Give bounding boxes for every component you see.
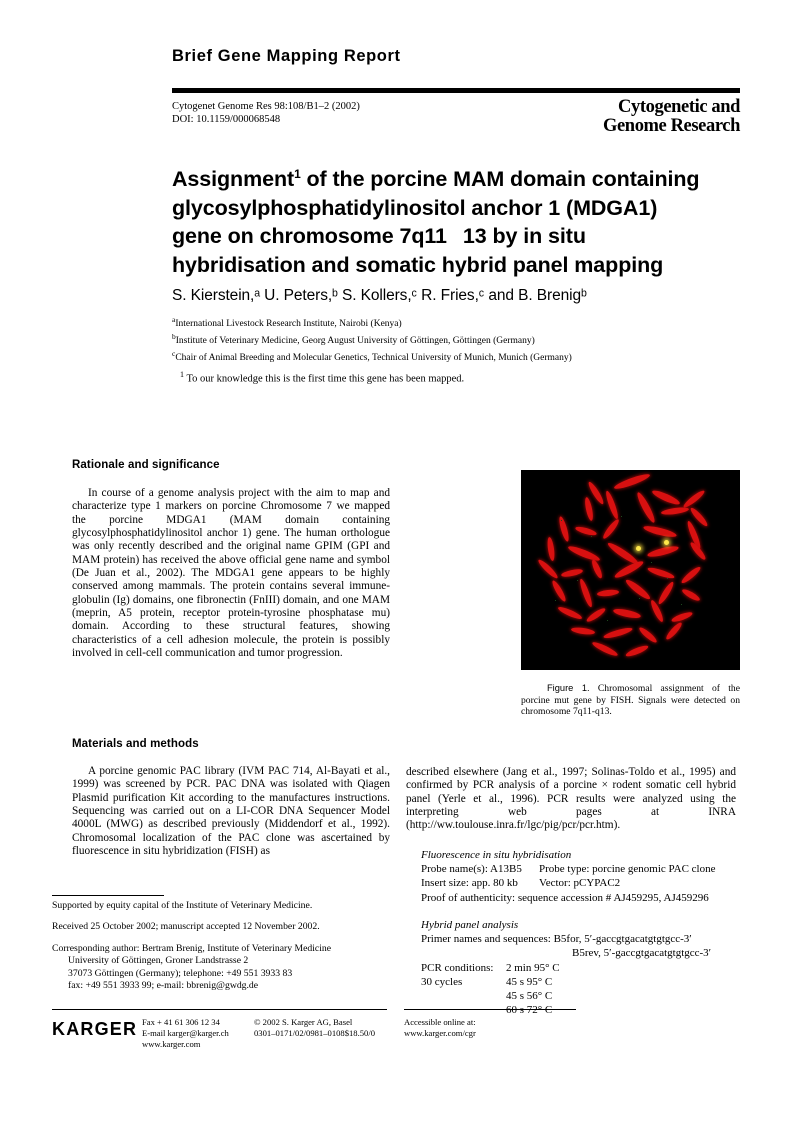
page-title: [172, 160, 740, 279]
probe-type: Probe type: porcine genomic PAC clone: [539, 863, 716, 876]
copyright-block: [254, 1017, 375, 1039]
author-list: S. Kierstein,ᵃ U. Peters,ᵇ S. Kollers,ᶜ R. Fries,ᶜ and B. Brenigᵇ: [172, 287, 587, 304]
title-line-1-part-a: Assignment: [172, 167, 295, 192]
journal-citation-block: [172, 100, 360, 126]
masthead-line-2: Genome Research: [603, 116, 740, 136]
cycle-step-2-row: [421, 989, 741, 1003]
figure-1-caption: [521, 683, 740, 718]
header-divider-rule: [172, 88, 740, 93]
materials-body-right: described elsewhere (Jang et al., 1997; Solinas-Toldo et al., 1995) and confirmed by PCR analysis of a porcine × rodent somatic cell hybrid panel (Yerle et al., 1996). PCR results were analyzed using the interpreting web pages at INRA (http://ww.toulouse.inra.fr/lgc/pig/pcr/pcr.htm).: [406, 766, 736, 832]
fish-insert-row: [421, 876, 741, 890]
figure-number: Figure 1.: [547, 683, 590, 693]
materials-section: [72, 738, 390, 858]
rationale-heading: Rationale and significance: [72, 459, 220, 471]
publisher-website[interactable]: www.karger.com: [142, 1038, 201, 1049]
fish-details-heading: Fluorescence in situ hybridisation: [421, 849, 572, 861]
title-footnote: [180, 370, 740, 385]
pcr-conditions-row: [421, 961, 741, 975]
rationale-section: [72, 459, 390, 660]
corresponding-line-3: 37073 Göttingen (Germany); telephone: +49 551 3933 83: [68, 967, 293, 979]
title-line-2: glycosylphosphatidylinositol anchor 1 (MDGA1): [172, 195, 658, 220]
title-footnote-number: 1: [180, 370, 184, 379]
materials-heading: Materials and methods: [72, 738, 199, 750]
figure-caption-text: Chromosomal assignment of the porcine mut gene by FISH. Signals were detected on chromosome 7q11-q13.: [521, 683, 740, 718]
masthead-line-1: Cytogenetic and: [618, 97, 740, 117]
issn-code: 0301–0171/02/0981–0108$18.50/0: [254, 1027, 376, 1038]
title-footnote-marker: 1: [294, 167, 301, 181]
affiliation-c-text: Chair of Animal Breeding and Molecular Genetics, Technical University of Munich, Munich (Germany): [175, 352, 572, 363]
page-footnotes: [52, 900, 382, 1001]
affiliation-c: [172, 348, 740, 365]
title-line-3-part-b: 13 by in situ: [462, 224, 586, 249]
footnote-divider-rule: [52, 895, 164, 896]
publisher-fax: Fax + 41 61 306 12 34: [142, 1017, 220, 1027]
report-type-label: Brief Gene Mapping Report: [172, 47, 401, 65]
copyright-text: © 2002 S. Karger AG, Basel: [254, 1017, 353, 1027]
title-footnote-text: To our knowledge this is the first time this gene has been mapped.: [186, 373, 465, 385]
primer-reverse: B5rev, 5′-gaccgtgacatgtgtgcc-3′: [572, 947, 712, 960]
pcr-conditions-value: 2 min 95° C: [506, 961, 560, 974]
online-access-label: Accessible online at:: [404, 1017, 476, 1027]
fish-details-block: [421, 848, 741, 905]
journal-doi: DOI: 10.1159/000068548: [172, 114, 281, 125]
rationale-body: In course of a genome analysis project with the aim to map and characterize type 1 markers on porcine Chromosome 7 we mapped the porcine MDGA1 (MAM domain containing glycosylphosphatidylinositol anchor 1) gene. The human orthologue was only recently described and the original name GPIM (GPI and MAM protein) has received the above official gene name and symbol (De Juan et al., 2002). The MDGA1 gene appears to be highly conserved among mammals. The protein contains several immune-globulin (Ig) domains, one fibronectin (FnIII) domain, and one MAM (meprin, A5 protein, receptor protein-tyrosine phosphatase mu) domain. According to these structural features, showing characteristics of a cell adhesion molecule, the protein is possibly involved in cell-cell communication and tumor progression.: [72, 487, 390, 660]
affiliation-marker-a: a: [172, 315, 176, 324]
online-access-url[interactable]: www.karger.com/cgr: [404, 1027, 476, 1038]
affiliation-a: [172, 314, 740, 331]
footer-divider-right: [404, 1009, 576, 1010]
affiliation-b: [172, 331, 740, 348]
footer-divider-left: [52, 1009, 387, 1010]
hybrid-panel-block: [421, 918, 741, 1017]
karger-logo: KARGER: [52, 1019, 138, 1039]
affiliation-a-text: International Livestock Research Institute, Nairobi (Kenya): [175, 319, 402, 330]
title-line-4: hybridisation and somatic hybrid panel mapping: [172, 252, 664, 277]
fish-signal-dot-1: [636, 546, 641, 551]
title-line-1-part-b: of the porcine MAM domain containing: [300, 167, 700, 192]
cycle-step-2: 45 s 56° C: [506, 990, 553, 1003]
journal-masthead: [603, 98, 740, 136]
cycles-label: 30 cycles: [421, 975, 463, 988]
figure-1: [521, 470, 740, 670]
insert-size: Insert size: app. 80 kb: [421, 877, 518, 890]
probe-name: Probe name(s): A13B5: [421, 863, 522, 876]
journal-citation: Cytogenet Genome Res 98:108/B1–2 (2002): [172, 101, 360, 112]
fish-authenticity: Proof of authenticity: sequence accession # AJ459295, AJ459296: [421, 891, 709, 904]
footnote-received: Received 25 October 2002; manuscript accepted 12 November 2002.: [52, 921, 320, 933]
vector: Vector: pCYPAC2: [539, 877, 621, 890]
primer-row-2: [421, 946, 741, 960]
title-line-3-part-a: gene on chromosome 7q11: [172, 224, 447, 249]
corresponding-line-2: University of Göttingen, Groner Landstrasse 2: [68, 955, 249, 967]
affiliation-list: [172, 314, 740, 364]
primer-row-1: Primer names and sequences: B5for, 5′-gaccgtgacatgtgtgcc-3′: [421, 933, 692, 946]
footnote-corresponding: [52, 943, 382, 993]
cycles-row: [421, 975, 741, 989]
affiliation-marker-c: c: [172, 348, 176, 358]
hybrid-details-heading: Hybrid panel analysis: [421, 919, 519, 931]
publisher-contact: [142, 1017, 229, 1049]
fish-probe-row: [421, 862, 741, 876]
materials-body-left: A porcine genomic PAC library (IVM PAC 714, Al-Bayati et al., 1999) was screened by PCR. PAC DNA was isolated with Qiagen Plasmid purification Kit according to the manufactures instructions. Sequencing was carried out on a LI-COR DNA Sequencer Model 4000L (MWG) as described previously (Middendorf et al., 1992). Chromosomal localization of the PAC clone was ascertained by fluorescence in situ hybridization (FISH) as: [72, 765, 390, 858]
affiliation-marker-b: b: [172, 331, 176, 341]
affiliation-b-text: Institute of Veterinary Medicine, Georg August University of Göttingen, Göttingen (Germany): [175, 335, 535, 346]
corresponding-line-1: Corresponding author: Bertram Brenig, Institute of Veterinary Medicine: [52, 942, 332, 954]
fish-micrograph-image: [521, 470, 740, 670]
footnote-support: Supported by equity capital of the Institute of Veterinary Medicine.: [52, 900, 313, 911]
corresponding-line-4: fax: +49 551 3933 99; e-mail: bbrenig@gwdg.de: [68, 980, 259, 992]
pcr-conditions-label: PCR conditions:: [421, 961, 494, 974]
publisher-email[interactable]: E-mail karger@karger.ch: [142, 1027, 229, 1038]
fish-signal-dot-2: [664, 540, 669, 545]
online-access-block: [404, 1017, 476, 1039]
cycle-step-1: 45 s 95° C: [506, 975, 553, 988]
